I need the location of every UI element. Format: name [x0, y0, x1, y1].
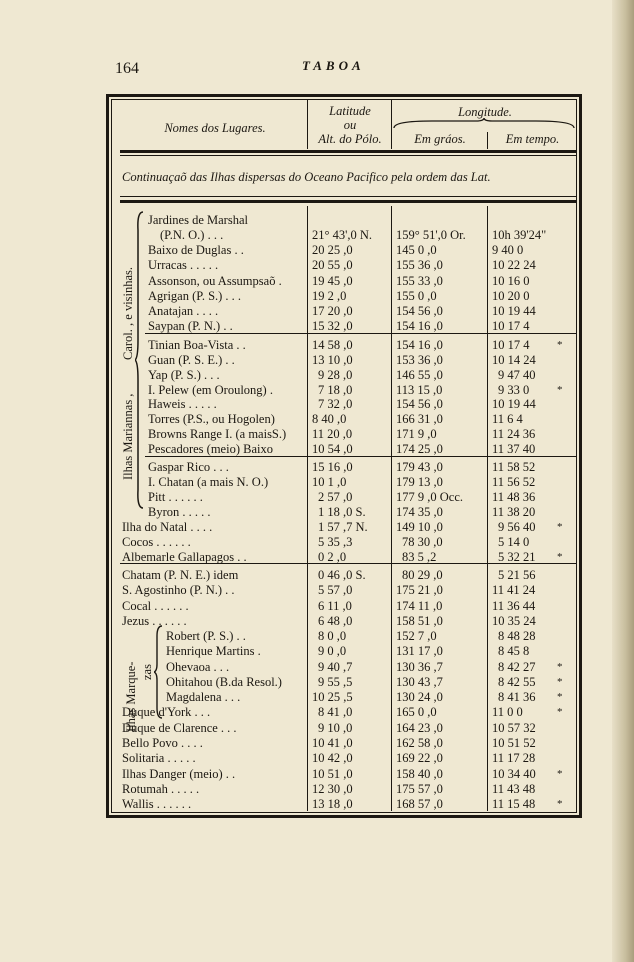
long-tempo-value: 10h 39'24" [492, 228, 547, 243]
latitude-value: 20 55 ,0 [312, 258, 353, 273]
latitude-value: 15 32 ,0 [312, 319, 353, 333]
long-tempo-value: 10 51 52 [492, 735, 536, 750]
long-graos-value: 155 36 ,0 [396, 258, 443, 273]
latitude-value: 1 18 ,0 S. [318, 505, 366, 519]
place-name: Guan (P. S. E.) . . [148, 352, 235, 367]
long-tempo-value: 9 56 40 [498, 520, 536, 534]
long-tempo-value: 10 57 32 [492, 720, 536, 735]
long-tempo-value: 9 40 0 [492, 243, 524, 258]
long-graos-value: 179 43 ,0 [396, 460, 443, 474]
place-name: Anatajan . . . . [148, 303, 219, 318]
rule-lat-long [391, 99, 392, 149]
table-subtitle: Continuaçaõ das Ilhas dispersas do Oceano Pacifico pela ordem das Lat. [122, 170, 491, 184]
place-name: Bello Povo . . . . [122, 735, 203, 750]
long-tempo-value: 10 22 24 [492, 258, 536, 273]
subtitle-rule-thick [120, 200, 576, 203]
latitude-value: 10 42 ,0 [312, 751, 353, 766]
star-mark: * [557, 706, 563, 719]
body-rule-tempo [487, 206, 488, 811]
page-gutter [612, 0, 634, 962]
long-graos-value: 174 11 ,0 [396, 598, 443, 613]
long-tempo-value: 8 42 27 [498, 659, 536, 674]
star-mark: * [557, 660, 563, 673]
long-graos-value: 174 35 ,0 [396, 505, 443, 519]
latitude-line-3: Alt. do Pólo. [318, 132, 382, 146]
long-graos-value: 175 21 ,0 [396, 583, 443, 598]
long-tempo-value: 8 45 8 [498, 644, 530, 659]
latitude-value: 19 2 ,0 [312, 288, 347, 303]
group-label-marquezas-1: Ilhas Marque- [124, 661, 138, 732]
long-graos-value: 179 13 ,0 [396, 475, 443, 489]
latitude-value: 0 46 ,0 S. [318, 568, 366, 582]
page-number: 164 [115, 60, 139, 77]
long-graos-value: 153 36 ,0 [396, 352, 443, 367]
place-name: Jardines de Marshal [148, 213, 248, 227]
long-graos-value: 168 57 ,0 [396, 797, 443, 811]
subtitle-rule-thin [120, 196, 576, 197]
star-mark: * [557, 383, 563, 396]
long-graos-value: 155 0 ,0 [396, 288, 437, 303]
place-name: Browns Range I. (a maisS.) [148, 427, 287, 442]
long-graos-value: 155 33 ,0 [396, 273, 443, 288]
long-graos-value: 177 9 ,0 Occ. [396, 490, 463, 504]
star-mark: * [557, 339, 563, 351]
place-name: S. Agostinho (P. N.) . . [122, 583, 235, 598]
latitude-value: 5 57 ,0 [318, 583, 353, 598]
long-graos-value: 130 24 ,0 [396, 690, 443, 705]
latitude-value: 0 2 ,0 [318, 550, 347, 564]
star-mark: * [557, 798, 563, 810]
long-graos-value: 154 16 ,0 [396, 319, 443, 333]
long-tempo-value: 11 56 52 [492, 475, 536, 489]
place-name: Ohevaoa . . . [166, 659, 230, 674]
latitude-line-1: Latitude [329, 104, 371, 118]
col-header-latitude [310, 104, 390, 146]
long-graos-value: 83 5 ,2 [402, 550, 437, 564]
body-rule-lat [307, 206, 308, 811]
place-name: Robert (P. S.) . . [166, 629, 246, 644]
place-name: Yap (P. S.) . . . [148, 367, 220, 382]
long-graos-value: 175 57 ,0 [396, 781, 443, 796]
place-name: Cocos . . . . . . [122, 535, 191, 549]
place-name: Magdalena . . . [166, 690, 241, 705]
long-tempo-value: 10 14 24 [492, 352, 536, 367]
long-graos-value: 78 30 ,0 [402, 535, 443, 549]
longitude-brace [392, 118, 576, 130]
place-name: Assonson, ou Assumpsaõ . [148, 273, 282, 288]
star-mark: * [557, 521, 563, 533]
long-tempo-value: 11 43 48 [492, 781, 536, 796]
rule-names-lat [307, 99, 308, 149]
star-mark: * [557, 767, 563, 780]
place-name: Wallis . . . . . . [122, 797, 192, 811]
long-graos-value: 154 56 ,0 [396, 303, 443, 318]
long-tempo-value: 10 19 44 [492, 303, 536, 318]
long-graos-value: 158 51 ,0 [396, 613, 443, 628]
latitude-value: 5 35 ,3 [318, 535, 353, 549]
latitude-value: 1 57 ,7 N. [318, 520, 368, 534]
long-tempo-value: 10 34 40 [492, 766, 536, 781]
long-tempo-value: 9 33 0 [498, 382, 530, 397]
latitude-value: 9 28 ,0 [318, 367, 353, 382]
long-graos-value: 166 31 ,0 [396, 412, 443, 427]
long-graos-value: 154 16 ,0 [396, 338, 443, 352]
long-graos-value: 149 10 ,0 [396, 520, 443, 534]
latitude-value: 17 20 ,0 [312, 303, 353, 318]
long-tempo-value: 11 17 28 [492, 751, 536, 766]
star-mark: * [557, 675, 563, 688]
long-graos-value: 130 43 ,7 [396, 674, 443, 689]
latitude-value: 8 40 ,0 [312, 412, 347, 427]
place-name: Ohitahou (B.da Resol.) [166, 674, 282, 689]
place-name: Ilhas Danger (meio) . . [122, 766, 236, 781]
place-name: Gaspar Rico . . . [148, 460, 229, 474]
long-tempo-value: 10 16 0 [492, 273, 530, 288]
header-rule-thick [120, 150, 576, 153]
place-name: Duque d'York . . . [122, 705, 211, 720]
latitude-value: 14 58 ,0 [312, 338, 353, 352]
long-tempo-value: 5 32 21 [498, 550, 536, 564]
place-name: Tinian Boa-Vista . . [148, 338, 246, 352]
place-name: I. Pelew (em Oroulong) . [148, 382, 273, 397]
place-name: Cocal . . . . . . [122, 598, 189, 613]
long-graos-value: 165 0 ,0 [396, 705, 437, 720]
place-name: Agrigan (P. S.) . . . [148, 288, 242, 303]
latitude-value: 9 55 ,5 [318, 674, 353, 689]
long-graos-value: 171 9 ,0 [396, 427, 437, 442]
long-tempo-value: 8 41 36 [498, 690, 536, 705]
col-header-em-tempo: Em tempo. [505, 132, 560, 146]
place-name: Saypan (P. N.) . . [148, 319, 233, 333]
place-name: Byron . . . . . [148, 505, 211, 519]
long-tempo-value: 11 48 36 [492, 490, 536, 504]
long-tempo-value: 10 17 4 [492, 338, 530, 352]
latitude-value: 10 51 ,0 [312, 766, 353, 781]
long-tempo-value: 10 17 4 [492, 319, 530, 333]
col-header-em-graos: Em gráos. [414, 132, 466, 146]
group-label-carol: Carol. , e visinhas. [121, 266, 135, 360]
place-name: Baixo de Duglas . . [148, 243, 244, 258]
long-tempo-value: 10 35 24 [492, 613, 536, 628]
long-graos-value: 146 55 ,0 [396, 367, 443, 382]
place-name: Urracas . . . . . [148, 258, 219, 273]
long-graos-value: 164 23 ,0 [396, 720, 443, 735]
latitude-value: 10 54 ,0 [312, 442, 353, 456]
latitude-value: 9 10 ,0 [318, 720, 353, 735]
long-graos-value: 174 25 ,0 [396, 442, 443, 456]
header-rule-thin [120, 155, 576, 156]
latitude-value: 10 25 ,5 [312, 690, 353, 705]
place-name: Solitaria . . . . . [122, 751, 196, 766]
latitude-line-2: ou [343, 118, 357, 132]
long-graos-value: 80 29 ,0 [402, 568, 443, 582]
long-graos-value: 130 36 ,7 [396, 659, 443, 674]
place-name: Henrique Martins . [166, 644, 261, 659]
latitude-value: 15 16 ,0 [312, 460, 353, 474]
latitude-value: 7 18 ,0 [318, 382, 353, 397]
long-graos-value: 169 22 ,0 [396, 751, 443, 766]
long-tempo-value: 9 47 40 [498, 367, 536, 382]
long-graos-value: 159° 51',0 Or. [396, 228, 466, 243]
long-tempo-value: 11 41 24 [492, 583, 536, 598]
latitude-value: 13 10 ,0 [312, 352, 353, 367]
place-name: Rotumah . . . . . [122, 781, 200, 796]
place-name: Jezus . . . . . . [122, 613, 187, 628]
place-name: I. Chatan (a mais N. O.) [148, 475, 269, 489]
place-name: Duque de Clarence . . . [122, 720, 237, 735]
long-graos-value: 145 0 ,0 [396, 243, 437, 258]
long-graos-value: 131 17 ,0 [396, 644, 443, 659]
long-tempo-value: 11 0 0 [492, 705, 523, 720]
long-tempo-value: 11 6 4 [492, 412, 523, 427]
latitude-value: 10 41 ,0 [312, 735, 353, 750]
long-tempo-value: 11 37 40 [492, 442, 536, 456]
long-tempo-value: 11 15 48 [492, 797, 536, 811]
latitude-value: 13 18 ,0 [312, 797, 353, 811]
long-tempo-value: 8 42 55 [498, 674, 536, 689]
group-label-marquezas-2: zas [140, 664, 154, 680]
latitude-value: 9 40 ,7 [318, 659, 353, 674]
latitude-value: 2 57 ,0 [318, 490, 353, 504]
long-tempo-value: 11 36 44 [492, 598, 536, 613]
long-graos-value: 154 56 ,0 [396, 397, 443, 412]
place-name: Chatam (P. N. E.) idem [122, 568, 239, 582]
place-name: Torres (P.S., ou Hogolen) [148, 412, 275, 427]
long-tempo-value: 11 38 20 [492, 505, 536, 519]
long-tempo-value: 5 21 56 [498, 568, 536, 582]
long-graos-value: 158 40 ,0 [396, 766, 443, 781]
place-name: Pitt . . . . . . [148, 490, 203, 504]
latitude-value: 8 0 ,0 [318, 629, 347, 644]
group-label-marianas: Ilhas Mariannas , [121, 393, 135, 480]
long-graos-value: 113 15 ,0 [396, 382, 443, 397]
long-tempo-value: 10 19 44 [492, 397, 536, 412]
latitude-value: 11 20 ,0 [312, 427, 353, 442]
rule-graos-tempo [487, 132, 488, 149]
col-header-longitude: Longitude. [458, 105, 512, 119]
long-tempo-value: 11 24 36 [492, 427, 536, 442]
latitude-value: 10 1 ,0 [312, 475, 347, 489]
long-tempo-value: 8 48 28 [498, 629, 536, 644]
place-name: Albemarle Gallapagos . . [122, 550, 247, 564]
long-graos-value: 152 7 ,0 [396, 629, 437, 644]
latitude-value: 9 0 ,0 [318, 644, 347, 659]
latitude-value: 19 45 ,0 [312, 273, 353, 288]
place-name: (P.N. O.) . . . [160, 228, 224, 243]
latitude-value: 6 11 ,0 [318, 598, 352, 613]
place-name: Pescadores (meio) Baixo [148, 442, 273, 456]
brace-marianas [135, 210, 145, 510]
latitude-value: 12 30 ,0 [312, 781, 353, 796]
latitude-value: 7 32 ,0 [318, 397, 353, 412]
long-tempo-value: 5 14 0 [498, 535, 530, 549]
long-tempo-value: 10 20 0 [492, 288, 530, 303]
col-header-names: Nomes dos Lugares. [164, 121, 266, 135]
long-tempo-value: 11 58 52 [492, 460, 536, 474]
long-graos-value: 162 58 ,0 [396, 735, 443, 750]
latitude-value: 6 48 ,0 [318, 613, 353, 628]
latitude-value: 8 41 ,0 [318, 705, 353, 720]
place-name: Ilha do Natal . . . . [122, 520, 213, 534]
running-title: TABOA [302, 58, 365, 73]
star-mark: * [557, 551, 563, 563]
latitude-value: 20 25 ,0 [312, 243, 353, 258]
latitude-value: 21° 43',0 N. [312, 228, 373, 243]
body-rule-graos [391, 206, 392, 811]
place-name: Haweis . . . . . [148, 397, 217, 412]
star-mark: * [557, 691, 563, 704]
